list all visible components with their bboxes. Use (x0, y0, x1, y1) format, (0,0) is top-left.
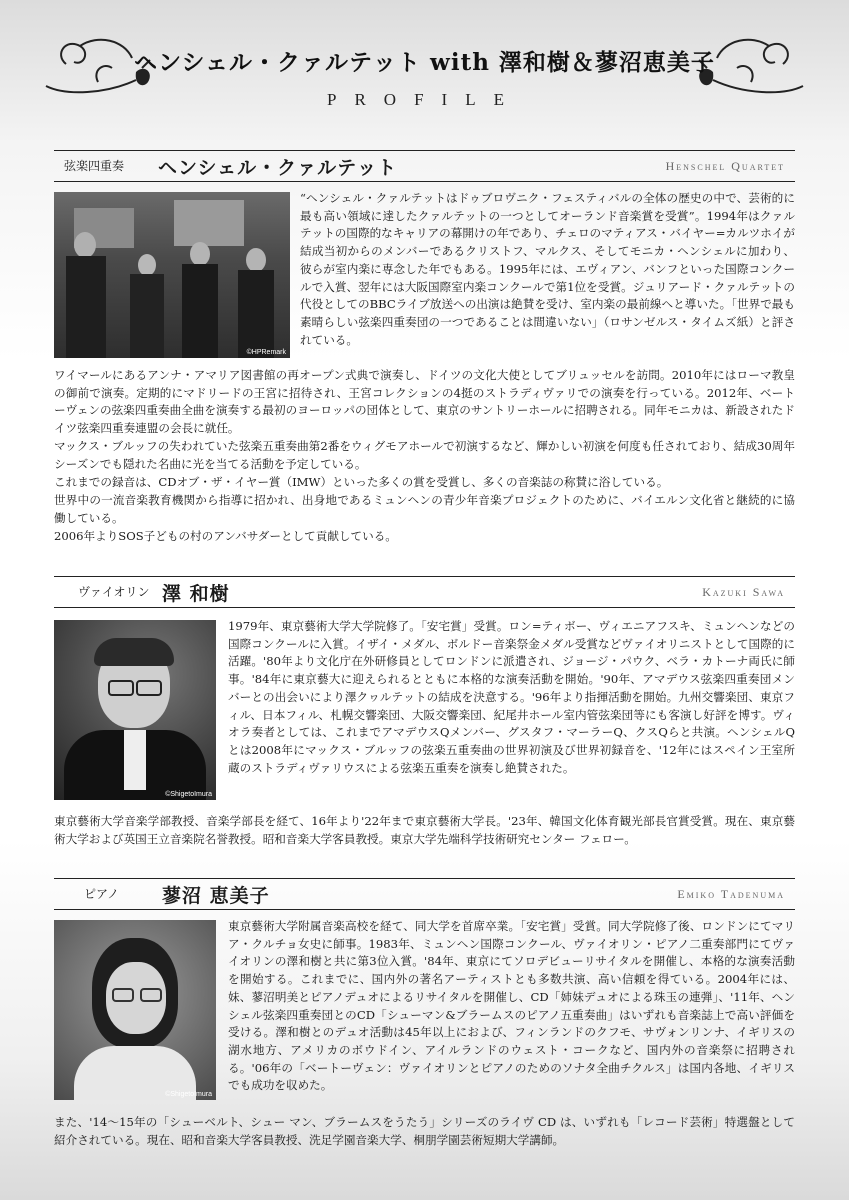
photo-credit: ©HPRemark (246, 349, 286, 356)
photo-credit: ©ShigetoImura (165, 791, 212, 798)
section-name: ヘンシェル・クァルテット (158, 157, 398, 179)
section-tadenuma (54, 878, 795, 1178)
section-name: 蓼沼 恵美子 (162, 885, 270, 907)
section-role: 弦楽四重奏 (64, 159, 125, 173)
section-role: ヴァイオリン (78, 585, 150, 599)
section-name: 澤 和樹 (162, 583, 230, 605)
page-subtitle: PROFILE (327, 90, 522, 109)
section-header (54, 878, 795, 910)
page-title: ヘンシェル・クァルテット with 澤和樹＆蓼沼恵美子 (134, 49, 715, 76)
sawa-text-full: 東京藝術大学音楽学部教授、音楽学部長を経て、16年より'22年まで東京藝術大学長。'23年、韓国文化体育観光部長官賞受賞。現在、東京藝術大学および英国王立音楽院名誉教授。昭和音楽大学客員教授。東京大学先端科学技術研究センター フェロー。 (54, 814, 795, 846)
quartet-text-beside: “ヘンシェル・クァルテットはドゥブロヴニク・フェスティバルの全体の歴史の中で、芸術的に最も高い領域に達したクァルテットの一つとしてオーランド音楽賞を受賞”。1994年はクァルテットの国際的なキャリアの幕開けの年であり、チェロのマティアス・バイヤー=カルツホイが結成当初からのメンバーであるクリストフ、マルクス、そしてモニカ・ヘンシェルに加わり、彼らが室内楽に専念した年でもある。1995年には、エヴィアン、バンフといった国際コンクールで入賞、翌年には大阪国際室内楽コンクールで第1位を受賞。ジュリアード・クァルテットの代役としてのBBCライブ放送への出演は絶賛を受け、室内楽の最前線へと導いた。「世界で最も素晴らしい弦楽四重奏団の一つであることは間違いない」（ロサンゼルス・タイムズ紙）と評されている。 (300, 191, 795, 347)
section-english-name: Kazuki Sawa (702, 585, 785, 599)
sawa-text-beside: 1979年、東京藝術大学大学院修了。「安宅賞」受賞。ロン=ティボー、ヴィエニアフスキ、ミュンヘンなどの国際コンクールに入賞。イザイ・メダル、ボルドー音楽祭金メダル受賞などヴァイオリニストとして国際的に活躍。'80年より文化庁在外研修員としてロンドンに派遣され、ジョージ・パウク、ベラ・カトーナ両氏に師事。'84年に東京藝大に迎えられるとともに本格的な演奏活動を開始。'90年、アマデウス弦楽四重奏団メンバーとの出会いにより澤クヮルテットの結成を決意する。'96年より指揮活動を開始。九州交響楽団、東京フィル、日本フィル、札幌交響楽団、大阪交響楽団、紀尾井ホール室内管弦楽団等にも客演し好評を博す。ヴィオラ奏者としては、これまでアマデウスQメンバー、グスタフ・マーラーQ、クスQらと共演。ヘンシェルQとは2008年にマックス・ブルッフの弦楽五重奏曲の世界初演及び世界初録音を、'12年にはスペイン王室所蔵のストラディヴァリウスによる弦楽五重奏を演奏し絶賛された。 (228, 619, 795, 775)
section-english-name: Emiko Tadenuma (677, 887, 785, 901)
section-role: ピアノ (84, 887, 120, 901)
quartet-text-full-5: 2006年よりSOS子どもの村のアンバサダーとして貢献している。 (54, 529, 397, 543)
section-quartet (54, 150, 795, 560)
tadenuma-text-beside: 東京藝術大学附属音楽高校を経て、同大学を首席卒業。「安宅賞」受賞。同大学院修了後、ロンドンにてマリア・クルチョ女史に師事。1983年、ミュンヘン国際コンクール、ヴァイオリン・ピアノ二重奏部門にてヴァイオリンの澤和樹と共に第3位入賞。'84年、東京にてソロデビューリサイタルを開催し、本格的な演奏活動を開始する。これまでに、国内外の著名アーティストとも多数共演、高い信頼を得ている。2004年には、妹、蓼沼明美とピアノデュオによるリサイタルを開催し、CD「姉妹デュオによる珠玉の連弾」、'11年、ヘンシェル弦楽四重奏団とのCD「シューマン&ブラームスのピアノ五重奏曲」はいずれも音楽誌上で高い評価を受ける。澤和樹とのデュオ活動は45年以上におよび、フィンランドのクフモ、サヴォンリンナ、イギリスの湖水地方、アメリカのボウドイン、アイルランドのウェスト・コークなど、国内外の音楽祭に招聘される。'06年の「ベートーヴェン：ヴァイオリンとピアノのためのソナタ全曲チクルス」は国内各地、イギリスでも成功を収めた。 (228, 919, 795, 1093)
quartet-text-full-4: 世界中の一流音楽教育機関から指導に招かれ、出身地であるミュンヘンの青少年音楽プロジェクトのために、バイエルン文化省と継続的に協働している。 (54, 493, 795, 525)
section-sawa (54, 576, 795, 866)
section-header (54, 150, 795, 182)
tadenuma-photo (54, 920, 216, 1100)
quartet-text-full: ワイマールにあるアンナ・アマリア図書館の再オープン式典で演奏し、ドイツの文化大使としてブリュッセルを訪問。2010年にはローマ教皇の御前で演奏。定期的にマドリードの王宮に招待され、王宮コレクションの4挺のストラディヴァリでの演奏を行っている。2012年、ベートーヴェンの弦楽四重奏曲全曲を演奏する最初のヨーロッパの団体として、東京のサントリーホールに招聘される。同年モニカは、新設されたドイツ弦楽四重奏連盟の会長に就任。 (54, 368, 795, 436)
tadenuma-text-full: また、'14〜15年の「シューベルト、シュー マン、ブラームスをうたう」シリーズのライヴ CD は、いずれも「レコード芸術」特選盤として紹介されている。現在、昭和音楽大学客員教授、洗足学園音楽大学、桐朋学園芸術短期大学講師。 (54, 1115, 795, 1147)
section-header (54, 576, 795, 608)
section-english-name: Henschel Quartet (665, 159, 785, 173)
quartet-text-full-2: マックス・ブルッフの失われていた弦楽五重奏曲第2番をウィグモアホールで初演するなど、輝かしい初演を何度も任されており、結成30周年シーズンでも隠れた名曲に光を当てる活動を予定している。 (54, 439, 795, 471)
photo-credit: ©ShigetoImura (165, 1091, 212, 1098)
sawa-photo (54, 620, 216, 800)
quartet-text-full-3: これまでの録音は、CDオブ・ザ・イヤー賞（IMW）といった多くの賞を受賞し、多くの音楽誌の称賛に浴している。 (54, 475, 669, 489)
quartet-photo (54, 192, 290, 358)
